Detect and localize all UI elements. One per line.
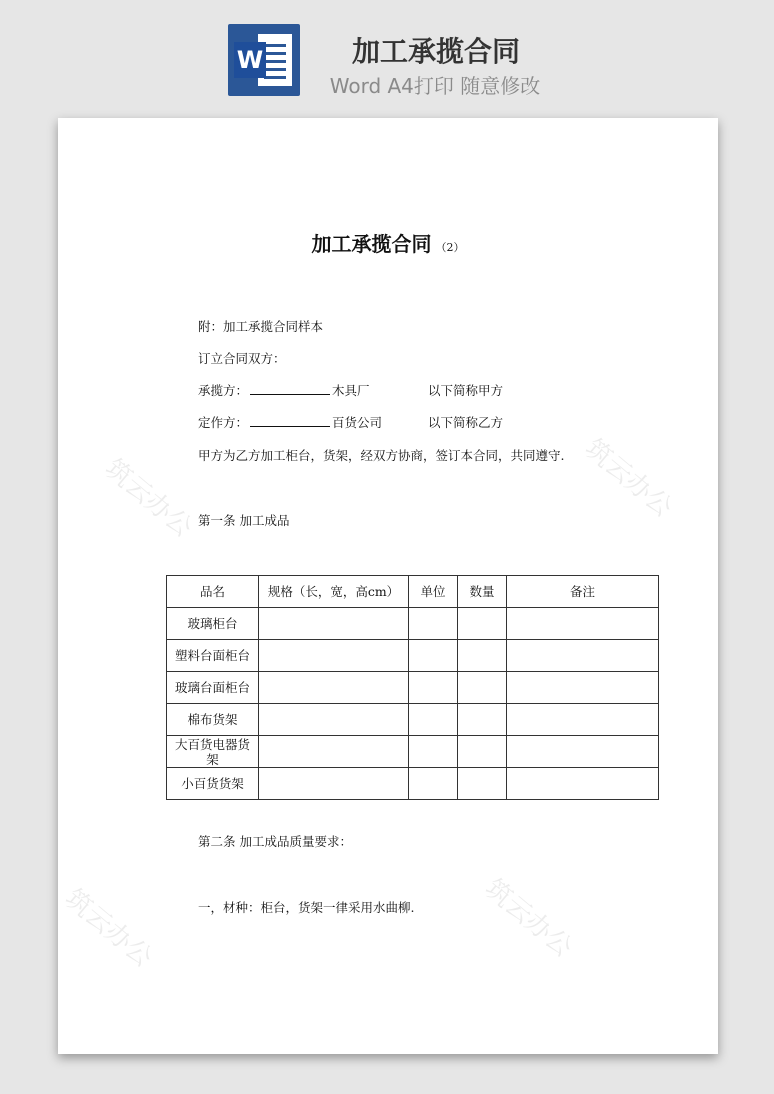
table-header-cell: 品名 — [167, 576, 259, 608]
table-row — [167, 704, 659, 736]
article-2-heading: 第二条 加工成品质量要求： — [198, 834, 352, 849]
watermark: 筑云办公 — [578, 433, 678, 524]
table-cell[interactable] — [259, 768, 409, 800]
table-cell[interactable] — [507, 672, 659, 704]
orderer-abbr: 以下简称乙方 — [428, 415, 504, 430]
table-cell[interactable] — [259, 736, 409, 768]
table-cell[interactable] — [507, 736, 659, 768]
table-cell[interactable] — [507, 704, 659, 736]
document-page — [58, 118, 718, 1054]
contractor-label: 承揽方： — [198, 383, 249, 398]
parties-heading: 订立合同双方： — [198, 351, 286, 366]
table-cell: 塑料台面柜台 — [167, 640, 259, 672]
word-letter-icon: W — [234, 42, 266, 78]
table-header-cell: 数量 — [458, 576, 507, 608]
document-title — [58, 228, 718, 257]
table-cell: 玻璃柜台 — [167, 608, 259, 640]
contractor-name: 木具厂 — [332, 383, 370, 398]
contractor-blank[interactable] — [250, 382, 330, 395]
watermark: 筑云办公 — [478, 873, 578, 964]
table-cell[interactable] — [458, 768, 507, 800]
document-title-number: （2） — [435, 241, 465, 254]
watermark: 筑云办公 — [98, 453, 198, 544]
table-cell: 玻璃台面柜台 — [167, 672, 259, 704]
table-cell: 棉布货架 — [167, 704, 259, 736]
table-row — [167, 736, 659, 768]
header-banner — [0, 0, 774, 118]
orderer-line — [198, 413, 382, 431]
table-cell[interactable] — [458, 640, 507, 672]
clause-1: 一，材种：柜台，货架一律采用水曲柳. — [198, 900, 415, 915]
orderer-label: 定作方： — [198, 415, 249, 430]
table-cell[interactable] — [409, 672, 458, 704]
table-header-cell: 规格（长，宽，高cm） — [259, 576, 409, 608]
table-cell[interactable] — [507, 608, 659, 640]
table-cell[interactable] — [458, 608, 507, 640]
orderer-name: 百货公司 — [332, 415, 383, 430]
table-cell[interactable] — [507, 640, 659, 672]
article-1-heading: 第一条 加工成品 — [198, 513, 290, 528]
table-cell[interactable] — [259, 672, 409, 704]
table-cell[interactable] — [259, 640, 409, 672]
table-cell[interactable] — [409, 704, 458, 736]
table-cell[interactable] — [458, 672, 507, 704]
appendix-line: 附：加工承揽合同样本 — [198, 319, 324, 334]
contractor-abbr: 以下简称甲方 — [428, 383, 504, 398]
table-cell[interactable] — [458, 704, 507, 736]
table-cell[interactable] — [507, 768, 659, 800]
intro-line: 甲方为乙方加工柜台，货架，经双方协商，签订本合同，共同遵守. — [198, 448, 565, 463]
product-table — [166, 575, 659, 800]
table-cell[interactable] — [409, 768, 458, 800]
table-cell: 大百货电器货架 — [167, 736, 259, 768]
table-header-cell: 备注 — [507, 576, 659, 608]
table-cell: 小百货货架 — [167, 768, 259, 800]
table-cell[interactable] — [259, 704, 409, 736]
table-cell[interactable] — [259, 608, 409, 640]
table-row — [167, 672, 659, 704]
table-cell[interactable] — [409, 736, 458, 768]
word-app-icon — [228, 24, 300, 96]
table-header-cell: 单位 — [409, 576, 458, 608]
table-cell[interactable] — [409, 608, 458, 640]
contractor-line — [198, 381, 370, 399]
document-title-text: 加工承揽合同 — [311, 232, 432, 256]
watermark: 筑云办公 — [58, 883, 158, 974]
table-cell[interactable] — [409, 640, 458, 672]
table-row — [167, 608, 659, 640]
table-header-row — [167, 576, 659, 608]
banner-subtitle: Word A4打印 随意修改 — [329, 74, 541, 98]
table-row — [167, 640, 659, 672]
banner-title: 加工承揽合同 — [351, 35, 520, 68]
table-cell[interactable] — [458, 736, 507, 768]
table-row — [167, 768, 659, 800]
orderer-blank[interactable] — [250, 414, 330, 427]
